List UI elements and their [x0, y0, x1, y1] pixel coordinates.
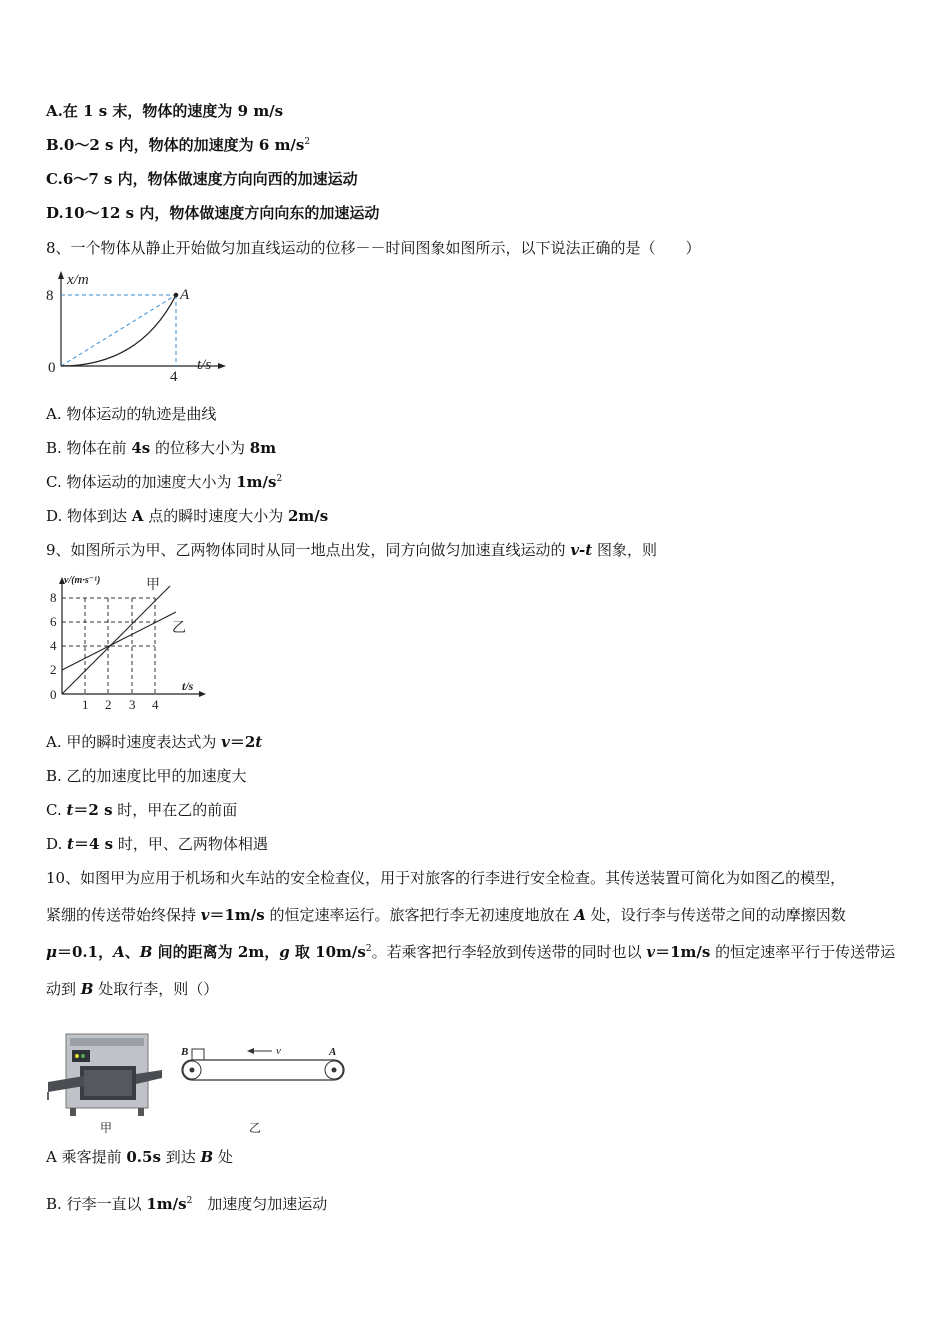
q8-y-tick: 8 — [46, 288, 54, 304]
q10-figure — [44, 1026, 354, 1138]
q9-y-tick-0: 0 — [50, 687, 57, 702]
q9-x-tick-3: 3 — [129, 697, 136, 712]
q9-option-b: B. 乙的加速度比甲的加速度大 — [46, 767, 247, 785]
q8-option-b: B. 物体在前 4s 的位移大小为 8m — [46, 439, 277, 457]
xray-scanner-image — [48, 1034, 162, 1116]
q7-option-c: C.6～7 s 内，物体做速度方向向西的加速运动 — [46, 170, 358, 188]
q7-option-b: B.0～2 s 内，物体的加速度为 6 $m/s^2$ — [46, 136, 311, 154]
q10-option-b: B. 行李一直以 $1m/s^2$ 加速度匀加速运动 — [46, 1195, 328, 1213]
q10-stem-line-1: 10、如图甲为应用于机场和火车站的安全检查仪，用于对旅客的行李进行安全检查。其传送装置可简化为如图乙的模型， — [46, 869, 846, 887]
q9-x-tick-4: 4 — [152, 697, 159, 712]
q9-y-tick-2: 2 — [50, 662, 57, 677]
q9-option-c: C. t＝2 s 时，甲在乙的前面 — [46, 801, 238, 819]
q8-y-axis-label: x/m — [67, 272, 89, 288]
q10-label-yi: 乙 — [249, 1121, 262, 1135]
q7-option-a: A.在 1 s 末，物体的速度为 9 m/s — [46, 102, 284, 120]
q10-label-jia: 甲 — [100, 1121, 113, 1135]
q8-xt-graph — [40, 268, 230, 388]
q10-stem-line-3: μ＝0.1，A、B 间的距离为 2m，g 取 $10m/s^2$。若乘客把行李轻放到传送带的同时也以 v＝1m/s 的恒定速率平行于传送带运 — [46, 943, 896, 961]
q9-x-tick-2: 2 — [105, 697, 112, 712]
q10-point-b-label: B — [181, 1046, 189, 1058]
q9-label-jia: 甲 — [146, 578, 160, 593]
q9-x-axis-label: t/s — [182, 679, 194, 693]
q8-origin: 0 — [48, 360, 56, 376]
q9-x-tick-1: 1 — [82, 697, 89, 712]
q9-y-tick-8: 8 — [50, 590, 57, 605]
q9-y-axis-label: v/(m·s⁻¹) — [64, 575, 101, 586]
conveyor-belt-diagram — [182, 1048, 344, 1080]
q9-option-d: D. t＝4 s 时，甲、乙两物体相遇 — [46, 835, 268, 853]
q9-y-tick-6: 6 — [50, 614, 57, 629]
q8-x-tick: 4 — [170, 369, 178, 385]
q10-velocity-label: v — [276, 1045, 281, 1057]
q8-point-label: A — [180, 287, 190, 303]
q10-option-a: A 乘客提前 0.5s 到达 B 处 — [46, 1148, 233, 1166]
q7-option-d: D.10～12 s 内，物体做速度方向向东的加速运动 — [46, 204, 380, 222]
q9-stem: 9、如图所示为甲、乙两物体同时从同一地点出发，同方向做匀加速直线运动的 v-t 图象，则 — [46, 541, 657, 559]
q10-stem-line-2: 紧绷的传送带始终保持 v＝1m/s 的恒定速率运行。旅客把行李无初速度地放在 A 处，设行李与传送带之间的动摩擦因数 — [46, 906, 846, 924]
q9-label-yi: 乙 — [172, 621, 186, 636]
q8-option-a: A. 物体运动的轨迹是曲线 — [46, 405, 217, 423]
q9-option-a: A. 甲的瞬时速度表达式为 v＝2t — [46, 733, 263, 751]
q10-stem-line-4: 动到 B 处取行李，则（） — [46, 980, 219, 998]
q8-x-axis-label: t/s — [197, 357, 212, 373]
q8-option-c: C. 物体运动的加速度大小为 $1m/s^2$ — [46, 473, 283, 491]
q8-stem: 8、一个物体从静止开始做匀加直线运动的位移－－时间图象如图所示，以下说法正确的是（ ） — [46, 239, 701, 257]
q9-y-tick-4: 4 — [50, 638, 57, 653]
q9-vt-graph — [44, 572, 214, 714]
q8-option-d: D. 物体到达 A 点的瞬时速度大小为 2m/s — [46, 507, 329, 525]
q10-point-a-label: A — [329, 1046, 337, 1058]
